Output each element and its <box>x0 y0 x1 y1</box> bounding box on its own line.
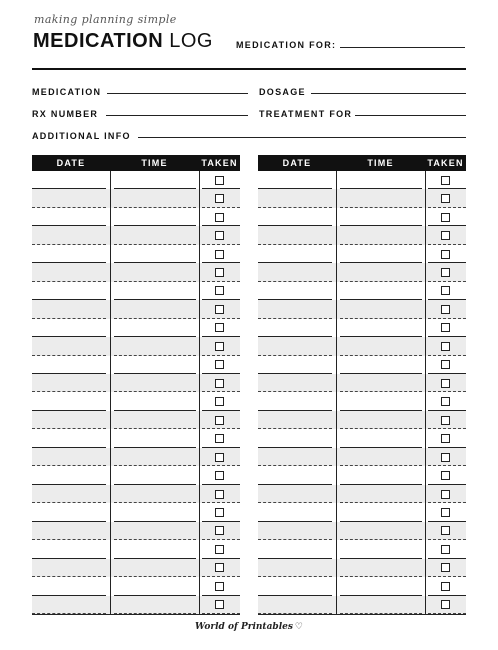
date-cell[interactable] <box>258 540 336 558</box>
taken-checkbox[interactable] <box>441 471 450 480</box>
time-cell[interactable] <box>336 503 425 521</box>
time-cell[interactable] <box>110 263 199 281</box>
taken-checkbox[interactable] <box>441 563 450 572</box>
date-cell[interactable] <box>258 189 336 207</box>
table-row <box>32 559 240 577</box>
time-cell[interactable] <box>110 485 199 503</box>
taken-checkbox[interactable] <box>215 397 224 406</box>
taken-checkbox[interactable] <box>215 268 224 277</box>
date-cell[interactable] <box>258 245 336 263</box>
date-cell[interactable] <box>258 374 336 392</box>
header-taken: TAKEN <box>427 158 464 168</box>
date-cell[interactable] <box>32 393 110 411</box>
time-cell[interactable] <box>336 319 425 337</box>
taken-checkbox[interactable] <box>215 490 224 499</box>
rx-number-line[interactable] <box>106 115 248 116</box>
time-cell[interactable] <box>336 577 425 595</box>
title-bold: MEDICATION <box>33 30 164 52</box>
time-cell[interactable] <box>336 263 425 281</box>
table-row <box>258 559 466 577</box>
table-row <box>32 596 240 614</box>
taken-checkbox[interactable] <box>441 286 450 295</box>
time-cell[interactable] <box>110 411 199 429</box>
table-row <box>32 393 240 411</box>
date-cell[interactable] <box>32 226 110 244</box>
date-cell[interactable] <box>258 596 336 614</box>
taken-checkbox[interactable] <box>215 526 224 535</box>
date-cell[interactable] <box>258 282 336 300</box>
time-cell[interactable] <box>336 226 425 244</box>
header-date: DATE <box>282 158 312 168</box>
time-cell[interactable] <box>336 282 425 300</box>
column-divider <box>110 171 111 614</box>
time-cell[interactable] <box>336 466 425 484</box>
time-cell[interactable] <box>110 559 199 577</box>
date-cell[interactable] <box>258 448 336 466</box>
taken-checkbox[interactable] <box>215 453 224 462</box>
table-row <box>258 485 466 503</box>
table-row <box>258 522 466 540</box>
medication-for-label: MEDICATION FOR: <box>236 40 337 50</box>
date-cell[interactable] <box>32 189 110 207</box>
table-row <box>258 540 466 558</box>
taken-checkbox[interactable] <box>215 194 224 203</box>
time-cell[interactable] <box>110 189 199 207</box>
table-row <box>32 466 240 484</box>
time-cell[interactable] <box>336 245 425 263</box>
time-cell[interactable] <box>336 540 425 558</box>
table-row <box>258 374 466 392</box>
table-row <box>32 503 240 521</box>
date-cell[interactable] <box>32 171 110 189</box>
table-row <box>32 448 240 466</box>
date-cell[interactable] <box>258 171 336 189</box>
time-cell[interactable] <box>110 300 199 318</box>
date-cell[interactable] <box>258 559 336 577</box>
time-cell[interactable] <box>110 596 199 614</box>
title-light: LOG <box>163 30 213 52</box>
table-bottom-rule <box>258 614 466 615</box>
time-cell[interactable] <box>336 448 425 466</box>
table-row <box>32 245 240 263</box>
date-cell[interactable] <box>32 300 110 318</box>
taken-checkbox[interactable] <box>441 305 450 314</box>
date-cell[interactable] <box>32 282 110 300</box>
taken-checkbox[interactable] <box>441 453 450 462</box>
taken-checkbox[interactable] <box>215 360 224 369</box>
footer-brand <box>0 622 498 632</box>
time-cell[interactable] <box>336 522 425 540</box>
date-cell[interactable] <box>258 411 336 429</box>
date-cell[interactable] <box>258 503 336 521</box>
date-cell[interactable] <box>32 540 110 558</box>
header-date: DATE <box>56 158 86 168</box>
date-cell[interactable] <box>258 485 336 503</box>
table-body <box>258 171 466 614</box>
table-row <box>32 282 240 300</box>
time-cell[interactable] <box>110 282 199 300</box>
taken-checkbox[interactable] <box>215 545 224 554</box>
medication-label: MEDICATION <box>32 87 102 97</box>
date-cell[interactable] <box>32 429 110 447</box>
time-cell[interactable] <box>110 208 199 226</box>
footer-brand-text: World of Printables <box>194 622 293 632</box>
column-divider <box>425 171 426 614</box>
date-cell[interactable] <box>32 374 110 392</box>
date-cell[interactable] <box>258 393 336 411</box>
taken-checkbox[interactable] <box>215 323 224 332</box>
log-table-left <box>32 155 240 614</box>
time-cell[interactable] <box>336 208 425 226</box>
taken-checkbox[interactable] <box>215 286 224 295</box>
time-cell[interactable] <box>336 411 425 429</box>
taken-checkbox[interactable] <box>215 416 224 425</box>
taken-checkbox[interactable] <box>215 600 224 609</box>
column-divider <box>336 171 337 614</box>
table-row <box>258 226 466 244</box>
time-cell[interactable] <box>336 559 425 577</box>
medication-for-line[interactable] <box>340 47 465 48</box>
table-row <box>32 485 240 503</box>
time-cell[interactable] <box>336 300 425 318</box>
table-header <box>258 155 466 171</box>
date-cell[interactable] <box>258 577 336 595</box>
table-row <box>258 356 466 374</box>
time-cell[interactable] <box>110 466 199 484</box>
time-cell[interactable] <box>336 171 425 189</box>
taken-checkbox[interactable] <box>215 231 224 240</box>
taken-checkbox[interactable] <box>441 268 450 277</box>
time-cell[interactable] <box>110 448 199 466</box>
table-body <box>32 171 240 614</box>
table-row <box>258 319 466 337</box>
date-cell[interactable] <box>258 300 336 318</box>
date-cell[interactable] <box>258 263 336 281</box>
additional-info-label: ADDITIONAL INFO <box>32 131 131 141</box>
time-cell[interactable] <box>110 226 199 244</box>
taken-checkbox[interactable] <box>441 231 450 240</box>
table-row <box>32 522 240 540</box>
table-row <box>258 429 466 447</box>
medication-line[interactable] <box>107 93 248 94</box>
taken-checkbox[interactable] <box>441 360 450 369</box>
taken-checkbox[interactable] <box>441 194 450 203</box>
date-cell[interactable] <box>32 411 110 429</box>
time-cell[interactable] <box>336 485 425 503</box>
date-cell[interactable] <box>32 245 110 263</box>
date-cell[interactable] <box>32 448 110 466</box>
date-cell[interactable] <box>32 466 110 484</box>
header-time: TIME <box>141 158 168 168</box>
taken-checkbox[interactable] <box>441 379 450 388</box>
date-cell[interactable] <box>258 319 336 337</box>
time-cell[interactable] <box>110 356 199 374</box>
column-divider <box>199 171 200 614</box>
taken-checkbox[interactable] <box>441 490 450 499</box>
taken-checkbox[interactable] <box>215 213 224 222</box>
taken-checkbox[interactable] <box>441 526 450 535</box>
additional-info-line[interactable] <box>138 137 466 138</box>
time-cell[interactable] <box>110 522 199 540</box>
table-row <box>32 319 240 337</box>
table-row <box>258 263 466 281</box>
taken-checkbox[interactable] <box>215 305 224 314</box>
time-cell[interactable] <box>336 596 425 614</box>
table-row <box>32 337 240 355</box>
table-bottom-rule <box>32 614 240 615</box>
taken-checkbox[interactable] <box>215 434 224 443</box>
time-cell[interactable] <box>110 577 199 595</box>
table-row <box>258 411 466 429</box>
taken-checkbox[interactable] <box>215 176 224 185</box>
table-row <box>258 337 466 355</box>
table-row <box>32 577 240 595</box>
table-row <box>258 171 466 189</box>
date-cell[interactable] <box>258 226 336 244</box>
table-row <box>32 263 240 281</box>
heart-icon: ♡ <box>294 622 303 632</box>
taken-checkbox[interactable] <box>441 213 450 222</box>
date-cell[interactable] <box>32 337 110 355</box>
table-row <box>32 300 240 318</box>
header-time: TIME <box>367 158 394 168</box>
table-row <box>32 411 240 429</box>
dosage-line[interactable] <box>311 93 466 94</box>
table-row <box>258 448 466 466</box>
taken-checkbox[interactable] <box>441 397 450 406</box>
taken-checkbox[interactable] <box>441 600 450 609</box>
table-row <box>32 189 240 207</box>
taken-checkbox[interactable] <box>441 342 450 351</box>
table-row <box>258 466 466 484</box>
time-cell[interactable] <box>336 337 425 355</box>
date-cell[interactable] <box>258 337 336 355</box>
taken-checkbox[interactable] <box>215 250 224 259</box>
header-taken: TAKEN <box>201 158 238 168</box>
date-cell[interactable] <box>258 208 336 226</box>
tagline: making planning simple <box>34 13 177 26</box>
time-cell[interactable] <box>336 356 425 374</box>
table-row <box>32 171 240 189</box>
time-cell[interactable] <box>336 429 425 447</box>
taken-checkbox[interactable] <box>215 582 224 591</box>
time-cell[interactable] <box>110 337 199 355</box>
taken-checkbox[interactable] <box>441 545 450 554</box>
time-cell[interactable] <box>110 429 199 447</box>
table-row <box>258 300 466 318</box>
time-cell[interactable] <box>110 319 199 337</box>
date-cell[interactable] <box>258 466 336 484</box>
date-cell[interactable] <box>258 429 336 447</box>
header-divider <box>32 68 466 70</box>
table-row <box>258 282 466 300</box>
table-row <box>32 356 240 374</box>
table-row <box>32 540 240 558</box>
date-cell[interactable] <box>32 522 110 540</box>
time-cell[interactable] <box>110 245 199 263</box>
time-cell[interactable] <box>110 171 199 189</box>
date-cell[interactable] <box>258 356 336 374</box>
taken-checkbox[interactable] <box>441 582 450 591</box>
table-row <box>258 189 466 207</box>
time-cell[interactable] <box>110 503 199 521</box>
date-cell[interactable] <box>258 522 336 540</box>
taken-checkbox[interactable] <box>441 434 450 443</box>
time-cell[interactable] <box>336 393 425 411</box>
table-row <box>258 503 466 521</box>
time-cell[interactable] <box>336 189 425 207</box>
table-row <box>258 596 466 614</box>
table-row <box>32 208 240 226</box>
taken-checkbox[interactable] <box>441 250 450 259</box>
date-cell[interactable] <box>32 503 110 521</box>
table-row <box>258 208 466 226</box>
table-row <box>32 374 240 392</box>
taken-checkbox[interactable] <box>215 379 224 388</box>
treatment-for-label: TREATMENT FOR <box>259 109 353 119</box>
table-row <box>258 393 466 411</box>
taken-checkbox[interactable] <box>215 471 224 480</box>
taken-checkbox[interactable] <box>441 416 450 425</box>
date-cell[interactable] <box>32 319 110 337</box>
time-cell[interactable] <box>110 393 199 411</box>
taken-checkbox[interactable] <box>215 342 224 351</box>
date-cell[interactable] <box>32 577 110 595</box>
taken-checkbox[interactable] <box>215 563 224 572</box>
dosage-label: DOSAGE <box>259 87 306 97</box>
rx-number-label: RX NUMBER <box>32 109 99 119</box>
date-cell[interactable] <box>32 208 110 226</box>
taken-checkbox[interactable] <box>441 508 450 517</box>
time-cell[interactable] <box>110 374 199 392</box>
time-cell[interactable] <box>336 374 425 392</box>
table-row <box>32 429 240 447</box>
page-title <box>33 30 213 52</box>
time-cell[interactable] <box>110 540 199 558</box>
table-row <box>258 577 466 595</box>
date-cell[interactable] <box>32 356 110 374</box>
taken-checkbox[interactable] <box>215 508 224 517</box>
treatment-for-line[interactable] <box>355 115 466 116</box>
taken-checkbox[interactable] <box>441 176 450 185</box>
date-cell[interactable] <box>32 263 110 281</box>
date-cell[interactable] <box>32 485 110 503</box>
table-header <box>32 155 240 171</box>
taken-checkbox[interactable] <box>441 323 450 332</box>
date-cell[interactable] <box>32 559 110 577</box>
log-table-right <box>258 155 466 614</box>
date-cell[interactable] <box>32 596 110 614</box>
table-row <box>258 245 466 263</box>
table-row <box>32 226 240 244</box>
